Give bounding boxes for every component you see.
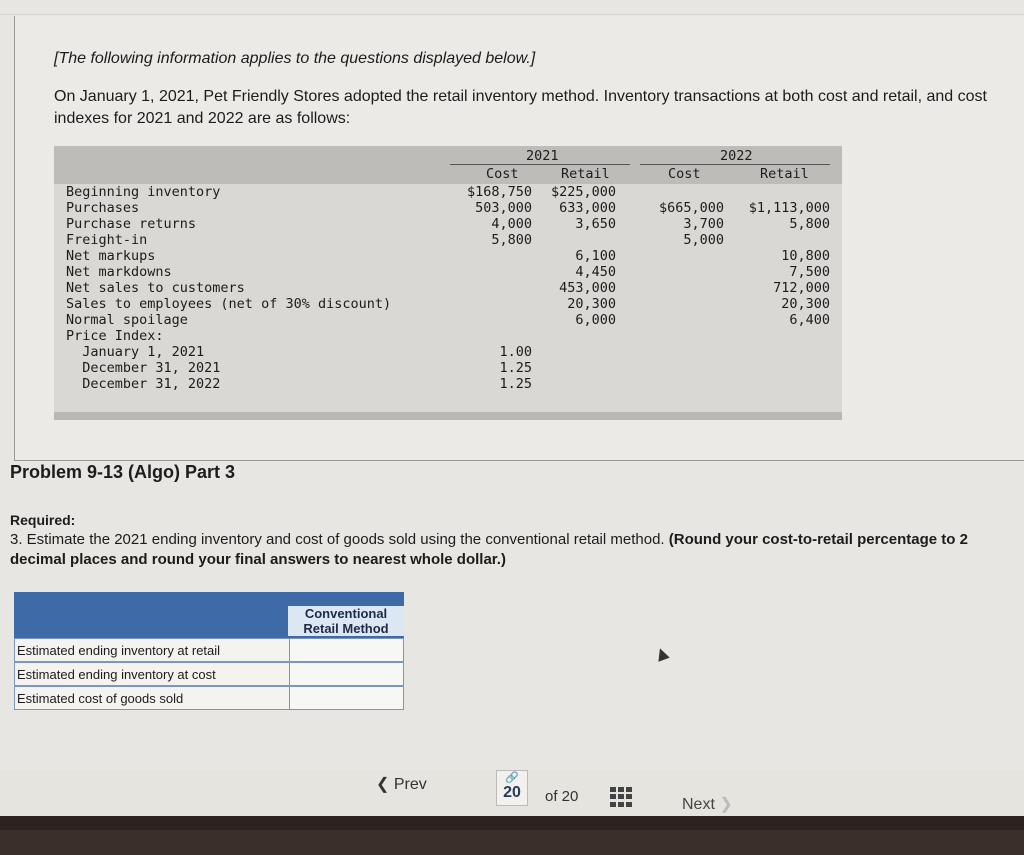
answer-row-ending-cost bbox=[14, 662, 404, 686]
table-row-label: December 31, 2022 bbox=[66, 376, 221, 392]
chevron-right-icon: ❯ bbox=[719, 796, 733, 813]
table-cell-r21: 3,650 bbox=[575, 216, 616, 232]
answer-label: Estimated cost of goods sold bbox=[17, 691, 184, 706]
table-cell-c21: 4,000 bbox=[491, 216, 532, 232]
table-cell-r21: 6,100 bbox=[575, 248, 616, 264]
inventory-data-table bbox=[54, 146, 842, 420]
table-cell-c21: 5,800 bbox=[491, 232, 532, 248]
table-cell-r21: 6,000 bbox=[575, 312, 616, 328]
chevron-left-icon: ❮ bbox=[376, 776, 390, 793]
current-page: 20 bbox=[503, 784, 521, 801]
table-cell-c22: 5,000 bbox=[683, 232, 724, 248]
table-cell-r21: 4,450 bbox=[575, 264, 616, 280]
table-cell-r21: $225,000 bbox=[550, 184, 616, 200]
prev-button[interactable] bbox=[376, 774, 427, 794]
table-cell-c21: 1.25 bbox=[499, 376, 532, 392]
required-text: 3. Estimate the 2021 ending inventory and cost of goods sold using the conventional retail method. bbox=[10, 531, 665, 548]
grid-view-icon[interactable] bbox=[610, 787, 632, 807]
table-cell-r22: 7,500 bbox=[789, 264, 830, 280]
table-cell-r22: 20,300 bbox=[781, 296, 830, 312]
table-cell-c21: 503,000 bbox=[475, 200, 532, 216]
table-row-label: Beginning inventory bbox=[66, 184, 221, 200]
table-row-label: Price Index: bbox=[66, 328, 164, 344]
table-row-label: Sales to employees (net of 30% discount) bbox=[66, 296, 392, 312]
answer-row-ending-retail bbox=[14, 638, 404, 662]
answer-table-header bbox=[14, 592, 404, 638]
table-cell-c21: 1.25 bbox=[499, 360, 532, 376]
ending-inventory-cost-input[interactable] bbox=[289, 663, 403, 685]
table-cell-r22: 712,000 bbox=[773, 280, 830, 296]
prev-label: Prev bbox=[393, 776, 427, 793]
ending-inventory-retail-input[interactable] bbox=[289, 639, 403, 661]
next-button[interactable] bbox=[682, 794, 733, 814]
table-row-label: Net markups bbox=[66, 248, 156, 264]
problem-title: Problem 9-13 (Algo) Part 3 bbox=[10, 462, 236, 482]
table-row-label: Purchases bbox=[66, 200, 140, 216]
table-row-label: December 31, 2021 bbox=[66, 360, 221, 376]
table-row-label: Normal spoilage bbox=[66, 312, 188, 328]
answer-table bbox=[14, 592, 404, 714]
year-2021-rule bbox=[450, 164, 630, 165]
table-row-label: Net sales to customers bbox=[66, 280, 245, 296]
required-label: Required: bbox=[10, 512, 76, 528]
table-row-label: Freight-in bbox=[66, 232, 148, 248]
table-cell-c22: 3,700 bbox=[683, 216, 724, 232]
answer-row-cogs bbox=[14, 686, 404, 710]
col-retail-2021: Retail bbox=[561, 166, 610, 182]
link-icon: 🔗 bbox=[505, 772, 519, 784]
intro-paragraph: On January 1, 2021, Pet Friendly Stores adopted the retail inventory method. Inventory transactions at both cost and retail, and cost indexes for 2021 and 2022 are as follows: bbox=[54, 88, 987, 127]
table-cell-r22: $1,113,000 bbox=[748, 200, 830, 216]
col-cost-2022: Cost bbox=[668, 166, 701, 182]
table-cell-r21: 453,000 bbox=[559, 280, 616, 296]
table-cell-r21: 20,300 bbox=[567, 296, 616, 312]
year-2021-header: 2021 bbox=[526, 148, 559, 164]
page-selector[interactable] bbox=[496, 770, 528, 806]
page-total: of 20 bbox=[545, 788, 579, 805]
next-label: Next bbox=[682, 796, 715, 813]
table-cell-c21: $168,750 bbox=[466, 184, 532, 200]
top-divider bbox=[0, 14, 1024, 15]
table-bottom-bar bbox=[54, 412, 842, 420]
answer-label: Estimated ending inventory at retail bbox=[17, 643, 221, 658]
table-cell-r22: 6,400 bbox=[789, 312, 830, 328]
table-cell-r21: 633,000 bbox=[559, 200, 616, 216]
table-cell-r22: 5,800 bbox=[789, 216, 830, 232]
required-rounding-note: (Round your cost-to-retail percentage to 2 decimal places and round your final answers to nearest whole dollar.) bbox=[10, 531, 968, 568]
required-instructions bbox=[10, 530, 1000, 570]
conventional-retail-method-header: Conventional Retail Method bbox=[288, 606, 404, 636]
table-cell-c22: $665,000 bbox=[658, 200, 724, 216]
answer-label: Estimated ending inventory at cost bbox=[17, 667, 216, 682]
table-cell-c21: 1.00 bbox=[499, 344, 532, 360]
intro-note: [The following information applies to the questions displayed below.] bbox=[54, 50, 536, 67]
year-2022-header: 2022 bbox=[720, 148, 753, 164]
col-cost-2021: Cost bbox=[486, 166, 519, 182]
cost-of-goods-sold-input[interactable] bbox=[289, 687, 403, 709]
table-row-label: January 1, 2021 bbox=[66, 344, 205, 360]
col-retail-2022: Retail bbox=[760, 166, 809, 182]
mouse-cursor bbox=[654, 646, 669, 661]
year-2022-rule bbox=[640, 164, 830, 165]
screen-bezel-lower bbox=[0, 830, 1024, 855]
table-row-label: Purchase returns bbox=[66, 216, 197, 232]
table-row-label: Net markdowns bbox=[66, 264, 172, 280]
table-cell-r22: 10,800 bbox=[781, 248, 830, 264]
